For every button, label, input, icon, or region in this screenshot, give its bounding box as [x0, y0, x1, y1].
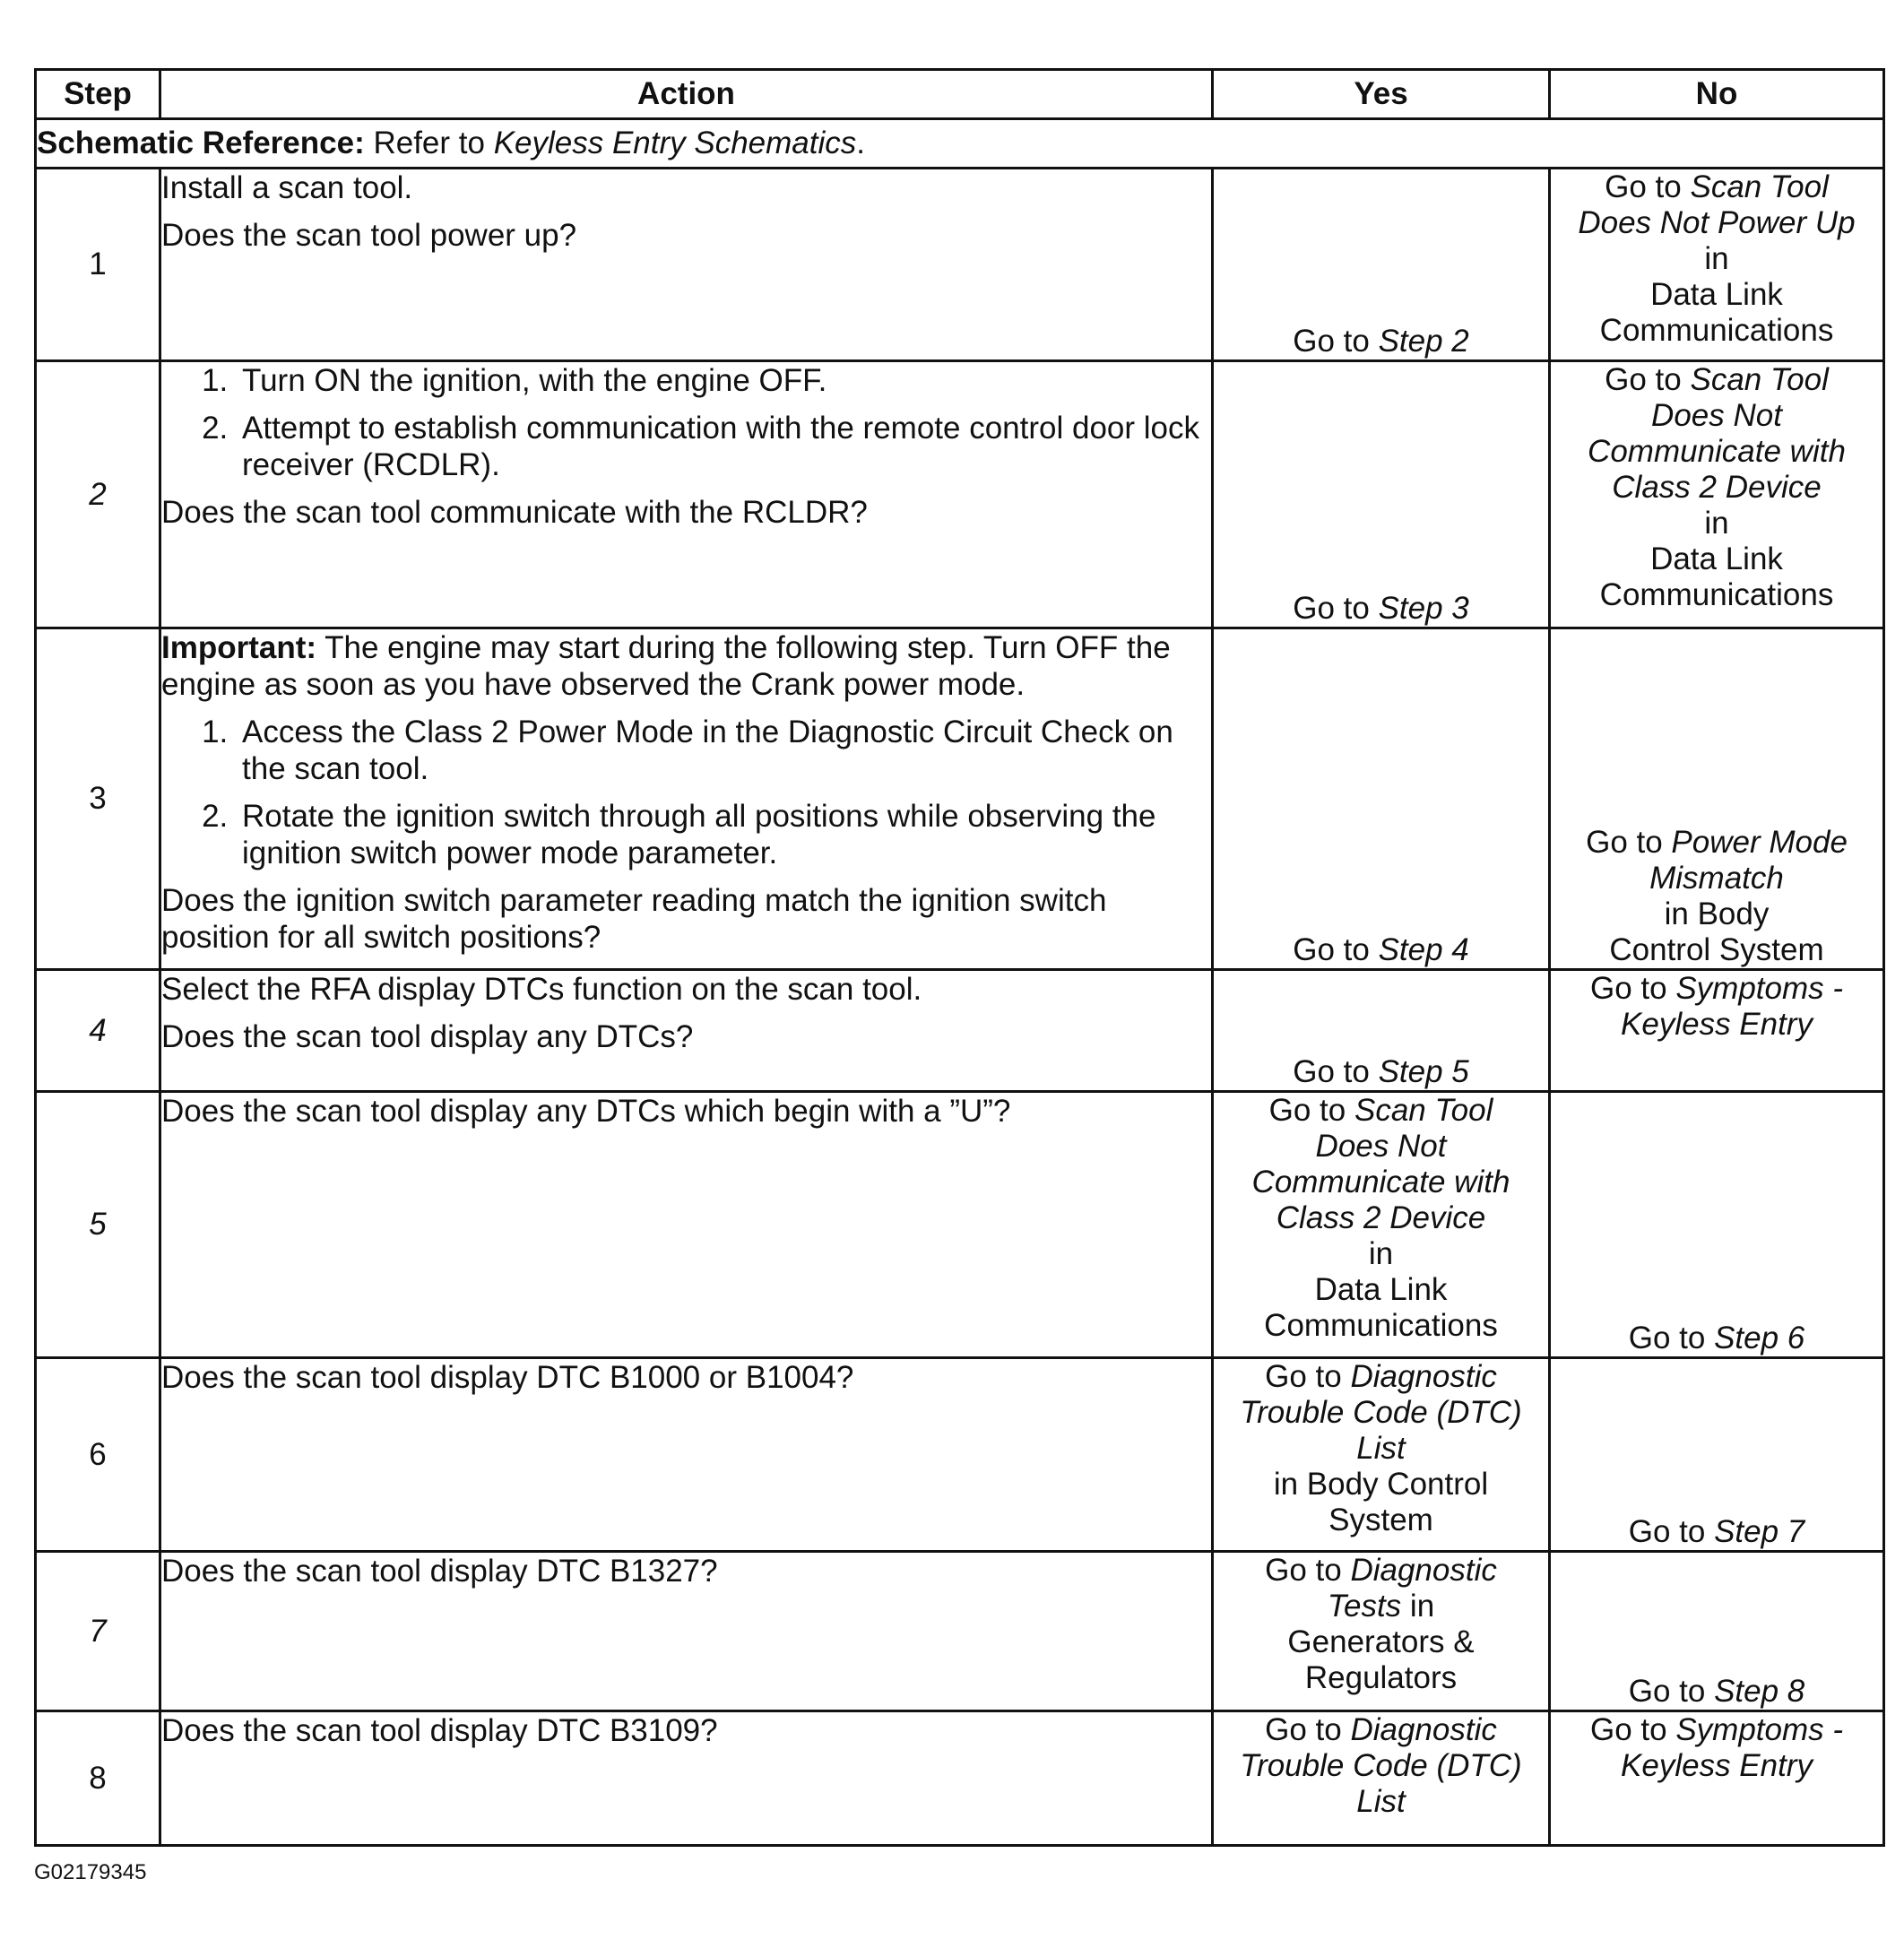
- procedure-link[interactable]: Does Not Power Up: [1578, 205, 1856, 240]
- section-name: System: [1328, 1503, 1433, 1537]
- yes-cell: [1213, 1552, 1550, 1711]
- step-number: 8: [36, 1711, 160, 1846]
- header-yes: Yes: [1213, 70, 1550, 119]
- section-name: Data Link: [1650, 541, 1783, 576]
- table-row: [36, 1358, 1884, 1552]
- go-to-text: Go to: [1265, 1553, 1351, 1588]
- procedure-link[interactable]: Trouble Code (DTC): [1240, 1748, 1522, 1783]
- reference-text: Refer to: [364, 126, 494, 160]
- go-to-text: Go to: [1293, 591, 1379, 626]
- table-row: [36, 1552, 1884, 1711]
- go-to-text: Go to: [1293, 324, 1379, 359]
- procedure-link[interactable]: Class 2 Device: [1612, 470, 1822, 505]
- action-question: Does the scan tool display DTC B1000 or B1004?: [161, 1360, 854, 1395]
- figure-code: G02179345: [34, 1860, 147, 1884]
- procedure-link[interactable]: Power Mode: [1671, 825, 1848, 860]
- go-to-text: Go to: [1293, 932, 1379, 967]
- schematic-reference: [36, 119, 1884, 169]
- procedure-link[interactable]: Communicate with: [1588, 434, 1846, 469]
- section-name: Regulators: [1304, 1660, 1458, 1695]
- step-number: 1: [36, 169, 160, 361]
- important-note: [161, 629, 1211, 703]
- procedure-link[interactable]: Communicate with: [1251, 1165, 1510, 1200]
- section-name: Data Link: [1650, 277, 1783, 312]
- action-cell: [160, 1358, 1213, 1552]
- action-list-item: 1. Turn ON the ignition, with the engine OFF.: [237, 362, 1211, 399]
- procedure-link[interactable]: List: [1356, 1784, 1406, 1819]
- action-question: Does the scan tool display DTC B3109?: [161, 1713, 718, 1748]
- no-cell: [1550, 1092, 1884, 1358]
- step-link[interactable]: Step 7: [1714, 1514, 1805, 1549]
- procedure-link[interactable]: Scan Tool: [1690, 362, 1829, 397]
- table-row: [36, 1711, 1884, 1846]
- step-number: 5: [36, 1092, 160, 1358]
- procedure-link[interactable]: Diagnostic: [1350, 1553, 1497, 1588]
- table-row: [36, 361, 1884, 628]
- step-number: 4: [36, 970, 160, 1092]
- procedure-link[interactable]: Mismatch: [1649, 861, 1784, 896]
- procedure-link[interactable]: Keyless Entry: [1621, 1007, 1813, 1042]
- no-cell: [1550, 169, 1884, 361]
- action-text: Install a scan tool.: [161, 170, 413, 205]
- procedure-link[interactable]: Scan Tool: [1690, 169, 1829, 204]
- procedure-link[interactable]: Class 2 Device: [1276, 1200, 1486, 1235]
- header-step: Step: [36, 70, 160, 119]
- action-question: Does the scan tool display DTC B1327?: [161, 1554, 718, 1589]
- go-to-text: Go to: [1589, 971, 1676, 1006]
- go-to-text: Go to: [1628, 1321, 1715, 1355]
- action-cell: [160, 1711, 1213, 1846]
- step-link[interactable]: Step 5: [1378, 1054, 1469, 1089]
- action-list-item: 2. Attempt to establish communication with the remote control door lock receiver (RCDLR).: [237, 410, 1211, 483]
- step-number: 7: [36, 1552, 160, 1711]
- procedure-link[interactable]: Does Not: [1315, 1129, 1447, 1164]
- table-row: [36, 169, 1884, 361]
- go-to-text: Go to: [1605, 362, 1691, 397]
- procedure-link[interactable]: Keyless Entry: [1621, 1748, 1813, 1783]
- procedure-link[interactable]: Diagnostic: [1350, 1359, 1497, 1394]
- table-row: [36, 970, 1884, 1092]
- go-to-text: Go to: [1628, 1674, 1715, 1709]
- section-name: Communications: [1599, 577, 1834, 612]
- no-cell: [1550, 1711, 1884, 1846]
- in-text: in: [1368, 1236, 1394, 1271]
- go-to-text: Go to: [1589, 1712, 1676, 1747]
- yes-cell: [1213, 1092, 1550, 1358]
- section-name: in Body Control: [1273, 1467, 1489, 1502]
- no-cell: [1550, 628, 1884, 970]
- important-label: Important:: [161, 630, 317, 665]
- action-list: [161, 714, 1211, 871]
- yes-cell: [1213, 970, 1550, 1092]
- section-name: Control System: [1609, 932, 1824, 967]
- step-link[interactable]: Step 8: [1714, 1674, 1805, 1709]
- procedure-link[interactable]: Symptoms -: [1675, 971, 1844, 1006]
- action-question: Does the scan tool display any DTCs?: [161, 1019, 694, 1054]
- header-no: No: [1550, 70, 1884, 119]
- action-cell: [160, 169, 1213, 361]
- step-link[interactable]: Step 4: [1378, 932, 1469, 967]
- reference-link[interactable]: Keyless Entry Schematics: [493, 126, 857, 160]
- no-cell: [1550, 361, 1884, 628]
- step-number: 2: [36, 361, 160, 628]
- action-cell: [160, 970, 1213, 1092]
- procedure-link[interactable]: Diagnostic: [1350, 1712, 1497, 1747]
- step-link[interactable]: Step 2: [1378, 324, 1469, 359]
- table-row: [36, 1092, 1884, 1358]
- procedure-link[interactable]: Does Not: [1651, 398, 1782, 433]
- section-name: in Body: [1664, 896, 1770, 931]
- action-text: Select the RFA display DTCs function on the scan tool.: [161, 972, 922, 1007]
- go-to-text: Go to: [1265, 1359, 1351, 1394]
- step-link[interactable]: Step 6: [1714, 1321, 1805, 1355]
- procedure-link[interactable]: Tests: [1327, 1589, 1402, 1624]
- no-cell: [1550, 1358, 1884, 1552]
- action-question: Does the scan tool display any DTCs which begin with a ”U”?: [161, 1094, 1011, 1129]
- step-number: 3: [36, 628, 160, 970]
- go-to-text: Go to: [1293, 1054, 1379, 1089]
- action-question: Does the ignition switch parameter reading match the ignition switch position for all switch positions?: [161, 883, 1107, 955]
- action-question: Does the scan tool communicate with the RCLDR?: [161, 495, 868, 530]
- reference-suffix: .: [856, 126, 866, 160]
- schematic-reference-row: [36, 119, 1884, 169]
- diagnostic-table-container: [34, 68, 1882, 1847]
- diagnostic-steps-table: [34, 68, 1885, 1847]
- go-to-text: Go to: [1605, 169, 1691, 204]
- section-name: Communications: [1264, 1308, 1498, 1343]
- section-name: Data Link: [1314, 1272, 1448, 1307]
- in-text: in: [1704, 506, 1729, 541]
- action-question: Does the scan tool power up?: [161, 218, 577, 253]
- reference-label: Schematic Reference:: [37, 126, 365, 160]
- action-cell: [160, 1552, 1213, 1711]
- yes-cell: [1213, 1711, 1550, 1846]
- go-to-text: Go to: [1586, 825, 1672, 860]
- section-name: Communications: [1599, 313, 1834, 348]
- action-cell: [160, 628, 1213, 970]
- procedure-link[interactable]: Trouble Code (DTC): [1240, 1395, 1522, 1430]
- action-list-item: 1. Access the Class 2 Power Mode in the Diagnostic Circuit Check on the scan tool.: [237, 714, 1211, 787]
- section-name: Generators &: [1287, 1624, 1475, 1659]
- no-cell: [1550, 970, 1884, 1092]
- action-list-item: 2. Rotate the ignition switch through all positions while observing the ignition switch power mode parameter.: [237, 798, 1211, 871]
- no-cell: [1550, 1552, 1884, 1711]
- yes-cell: [1213, 361, 1550, 628]
- yes-cell: [1213, 169, 1550, 361]
- action-list: [161, 362, 1211, 483]
- go-to-text: Go to: [1268, 1093, 1354, 1128]
- yes-cell: [1213, 628, 1550, 970]
- table-header-row: [36, 70, 1884, 119]
- in-text: in: [1704, 241, 1729, 276]
- table-row: [36, 628, 1884, 970]
- step-number: 6: [36, 1358, 160, 1552]
- step-link[interactable]: Step 3: [1378, 591, 1469, 626]
- action-cell: [160, 361, 1213, 628]
- procedure-link[interactable]: Scan Tool: [1354, 1093, 1493, 1128]
- yes-cell: [1213, 1358, 1550, 1552]
- go-to-text: Go to: [1265, 1712, 1351, 1747]
- in-text: in: [1401, 1589, 1435, 1624]
- action-cell: [160, 1092, 1213, 1358]
- procedure-link[interactable]: List: [1356, 1431, 1406, 1466]
- header-action: Action: [160, 70, 1213, 119]
- go-to-text: Go to: [1628, 1514, 1715, 1549]
- important-text: The engine may start during the following step. Turn OFF the engine as soon as you have observed the Crank power mode.: [161, 630, 1171, 702]
- procedure-link[interactable]: Symptoms -: [1675, 1712, 1844, 1747]
